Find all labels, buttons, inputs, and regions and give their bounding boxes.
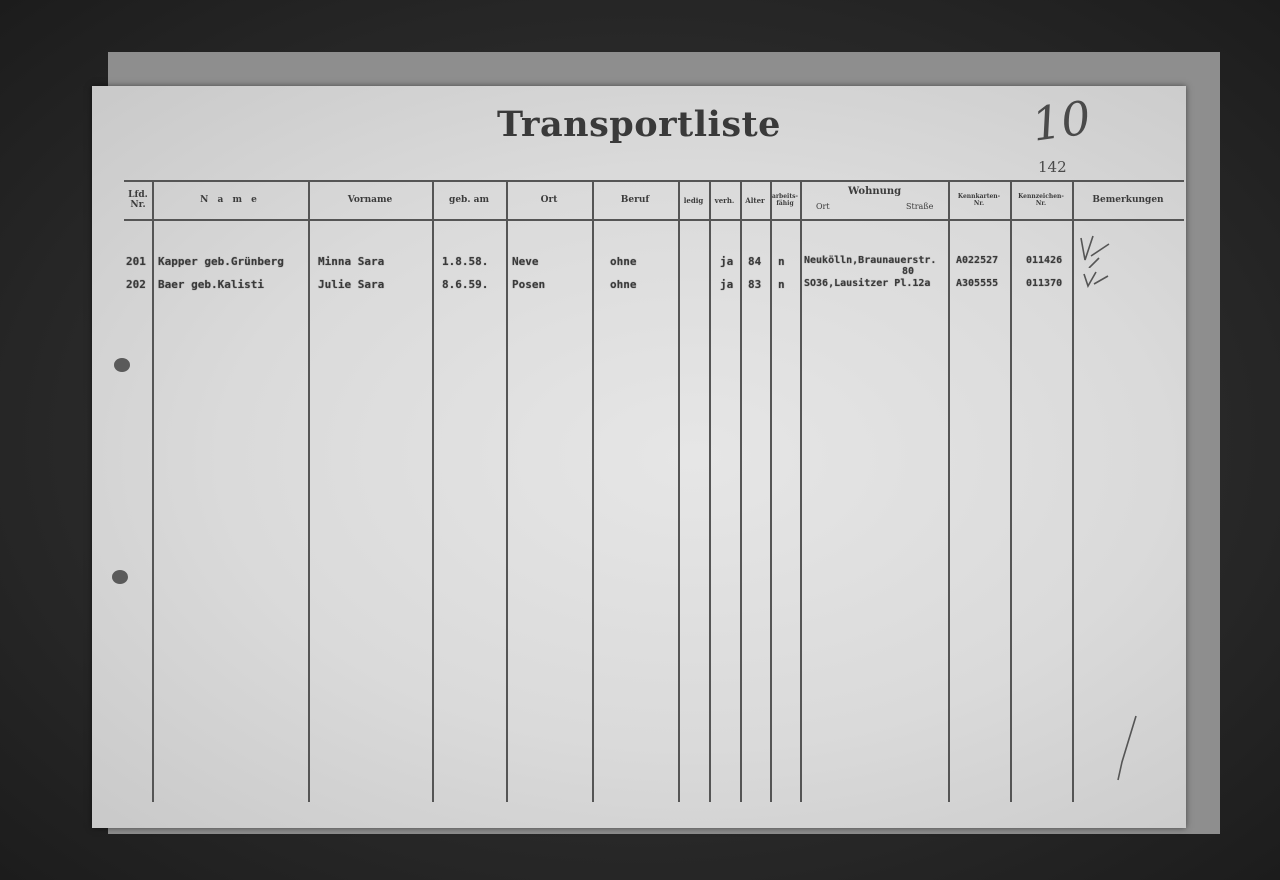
column-divider [308, 182, 310, 802]
column-divider [800, 182, 802, 802]
column-divider [740, 182, 742, 802]
header-vorname: Vorname [347, 195, 393, 206]
header-ledig: ledig [683, 196, 704, 206]
row-201-wohnung: Neukölln,Braunauerstr. [804, 255, 937, 266]
checkmark-icon [1077, 228, 1117, 268]
column-divider [432, 182, 434, 802]
header-arbeitsfaehig: arbeits- fähig [772, 193, 798, 207]
row-201-ort: Neve [512, 255, 539, 268]
row-202-ort: Posen [512, 278, 546, 291]
column-divider [1072, 182, 1074, 802]
column-divider [678, 182, 680, 802]
header-lfd-nr: Lfd. Nr. [128, 190, 148, 210]
row-201-wohnung-cont: 80 [902, 266, 915, 277]
column-divider [770, 182, 772, 802]
row-201-arbeitsfaehig: n [778, 255, 785, 268]
header-geb-am: geb. am [449, 195, 489, 206]
row-201-vorname: Minna Sara [318, 255, 385, 268]
column-divider [506, 182, 508, 802]
row-201-lfd: 201 [126, 255, 146, 268]
transport-list-sheet [92, 86, 1186, 828]
page-number: 142 [1038, 158, 1067, 176]
row-201-kennzeichen: 011426 [1026, 255, 1063, 266]
row-202-verh: ja [720, 278, 734, 291]
row-201-beruf: ohne [610, 255, 637, 268]
pencil-mark-icon [1110, 714, 1140, 784]
row-202-name: Baer geb.Kalisti [158, 278, 264, 291]
header-kennkarten-nr: Kennkarten- Nr. [957, 193, 1001, 207]
row-201-name: Kapper geb.Grünberg [158, 255, 284, 268]
row-201-verh: ja [720, 255, 734, 268]
header-beruf: Beruf [620, 195, 650, 206]
row-202-kennzeichen: 011370 [1026, 278, 1063, 289]
row-202-kennkarten: A305555 [956, 278, 999, 289]
header-alter: Alter [745, 196, 765, 206]
header-name: N a m e [200, 195, 260, 206]
column-divider [709, 182, 711, 802]
checkmark-icon [1082, 270, 1112, 290]
header-kennzeichen-nr: Kennzeichen- Nr. [1018, 193, 1064, 207]
row-201-alter: 84 [748, 255, 762, 268]
punch-hole-icon [114, 358, 130, 372]
column-divider [948, 182, 950, 802]
row-202-wohnung: SO36,Lausitzer Pl.12a [804, 278, 931, 289]
header-wohnung: Wohnung [848, 186, 902, 197]
row-202-vorname: Julie Sara [318, 278, 385, 291]
row-202-geb-am: 8.6.59. [442, 278, 489, 291]
column-divider [1010, 182, 1012, 802]
column-divider [592, 182, 594, 802]
header-bemerkungen: Bemerkungen [1092, 195, 1164, 206]
header-wohnung-strasse: Straße [906, 202, 934, 211]
row-202-alter: 83 [748, 278, 762, 291]
header-wohnung-ort: Ort [816, 202, 830, 211]
row-202-lfd: 202 [126, 278, 146, 291]
row-202-beruf: ohne [610, 278, 637, 291]
header-ort: Ort [540, 195, 558, 206]
handwritten-number: 10 [1028, 90, 1095, 152]
row-201-kennkarten: A022527 [956, 255, 999, 266]
row-202-arbeitsfaehig: n [778, 278, 785, 291]
document-title: Transportliste [497, 104, 781, 145]
header-verh: verh. [714, 196, 735, 206]
column-divider [152, 182, 154, 802]
punch-hole-icon [112, 570, 128, 584]
row-201-geb-am: 1.8.58. [442, 255, 489, 268]
